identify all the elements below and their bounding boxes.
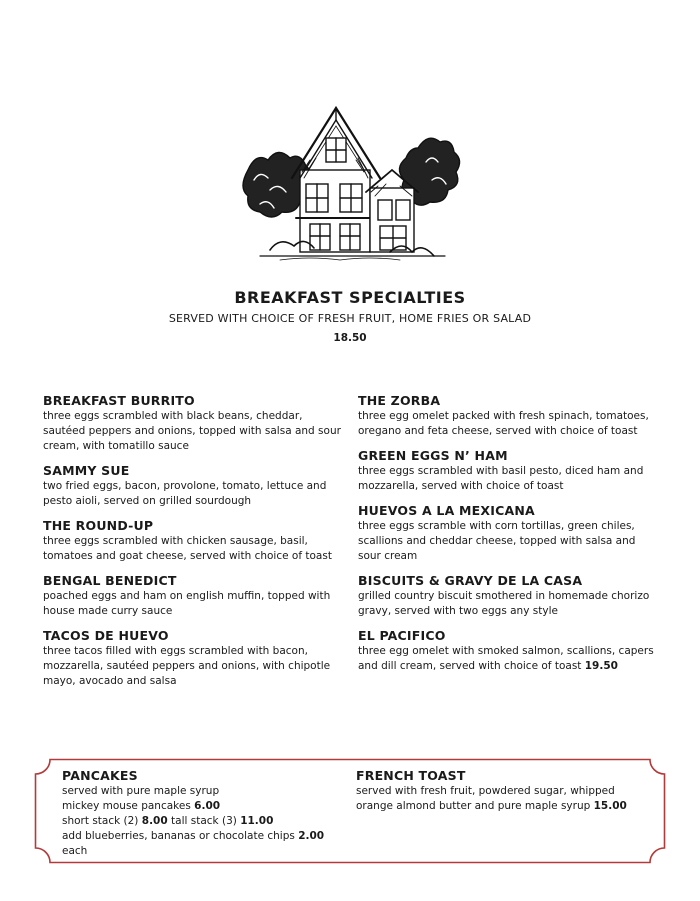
item-name: HUEVOS A LA MEXICANA: [358, 503, 535, 518]
item-description: poached eggs and ham on english muffin, topped with house made curry sauce: [43, 590, 331, 617]
item-price: 6.00: [194, 800, 221, 812]
item-name: BISCUITS & GRAVY DE LA CASA: [358, 573, 583, 588]
item-name: BENGAL BENEDICT: [43, 573, 177, 588]
item-name: PANCAKES: [62, 768, 138, 783]
section-price: 18.50: [333, 332, 367, 344]
menu-item: [43, 392, 343, 454]
item-name: THE ZORBA: [358, 393, 441, 408]
item-description: three egg omelet packed with fresh spinach, tomatoes, oregano and feta cheese, served with choice of toast: [358, 410, 649, 437]
item-name: FRENCH TOAST: [356, 768, 466, 783]
menu-item: [43, 572, 343, 619]
menu-item: [43, 517, 343, 564]
item-description: three tacos filled with eggs scrambled with bacon, mozzarella, sautéed peppers and onions, with chipotle mayo, avocado and salsa: [43, 645, 331, 687]
item-description: grilled country biscuit smothered in homemade chorizo gravy, served with two eggs any style: [358, 590, 650, 617]
pancakes-line: [62, 829, 352, 859]
section-title: BREAKFAST SPECIALTIES: [234, 288, 466, 307]
item-description-text: served with fresh fruit, powdered sugar, whipped orange almond butter and pure maple syrup: [356, 785, 615, 812]
item-name: TACOS DE HUEVO: [43, 628, 169, 643]
pancakes-section: [62, 767, 352, 859]
pancakes-option-text: short stack (2): [62, 815, 139, 827]
item-price: 11.00: [240, 815, 274, 827]
menu-item: [43, 462, 343, 509]
menu-item: [43, 627, 343, 689]
french-toast-section: [356, 767, 646, 814]
item-price: 19.50: [584, 660, 618, 672]
menu-header: [0, 287, 700, 345]
pancakes-option-text: tall stack (3): [171, 815, 237, 827]
item-description: three eggs scrambled with chicken sausage, basil, tomatoes and goat cheese, served with choice of toast: [43, 535, 332, 562]
menu-item: [358, 572, 658, 619]
house-sketch-icon: [240, 100, 465, 265]
item-price: 2.00: [298, 830, 325, 842]
item-description: [358, 644, 658, 674]
item-name: THE ROUND-UP: [43, 518, 154, 533]
item-price: 15.00: [593, 800, 627, 812]
menu-item: [358, 392, 658, 439]
menu-item: [358, 447, 658, 494]
item-description: three eggs scrambled with black beans, cheddar, sautéed peppers and onions, topped with salsa and sour cream, with tomatillo sauce: [43, 410, 341, 452]
pancakes-option-suffix: each: [62, 845, 88, 857]
item-description: three eggs scramble with corn tortillas, green chiles, scallions and cheddar cheese, topped with salsa and sour cream: [358, 520, 636, 562]
item-description: [356, 784, 646, 814]
pancakes-line: served with pure maple syrup: [62, 785, 220, 797]
menu-item: [358, 627, 658, 674]
item-name: GREEN EGGS N’ HAM: [358, 448, 508, 463]
sweets-box: [34, 758, 666, 864]
item-description: two fried eggs, bacon, provolone, tomato, lettuce and pesto aioli, served on grilled sourdough: [43, 480, 327, 507]
pancakes-option-text: mickey mouse pancakes: [62, 800, 191, 812]
menu-column-right: [358, 392, 658, 682]
pancakes-line: [62, 799, 352, 814]
item-name: BREAKFAST BURRITO: [43, 393, 195, 408]
menu-column-left: [43, 392, 343, 697]
pancakes-option-text: add blueberries, bananas or chocolate chips: [62, 830, 295, 842]
item-description-text: three egg omelet with smoked salmon, scallions, capers and dill cream, served with choice of toast: [358, 645, 654, 672]
item-name: SAMMY SUE: [43, 463, 130, 478]
item-name: EL PACIFICO: [358, 628, 446, 643]
item-description: three eggs scrambled with basil pesto, diced ham and mozzarella, served with choice of toast: [358, 465, 644, 492]
section-subtitle: SERVED WITH CHOICE OF FRESH FRUIT, HOME FRIES OR SALAD: [168, 312, 532, 325]
item-price: 8.00: [141, 815, 168, 827]
pancakes-line: [62, 814, 352, 829]
menu-item: [358, 502, 658, 564]
